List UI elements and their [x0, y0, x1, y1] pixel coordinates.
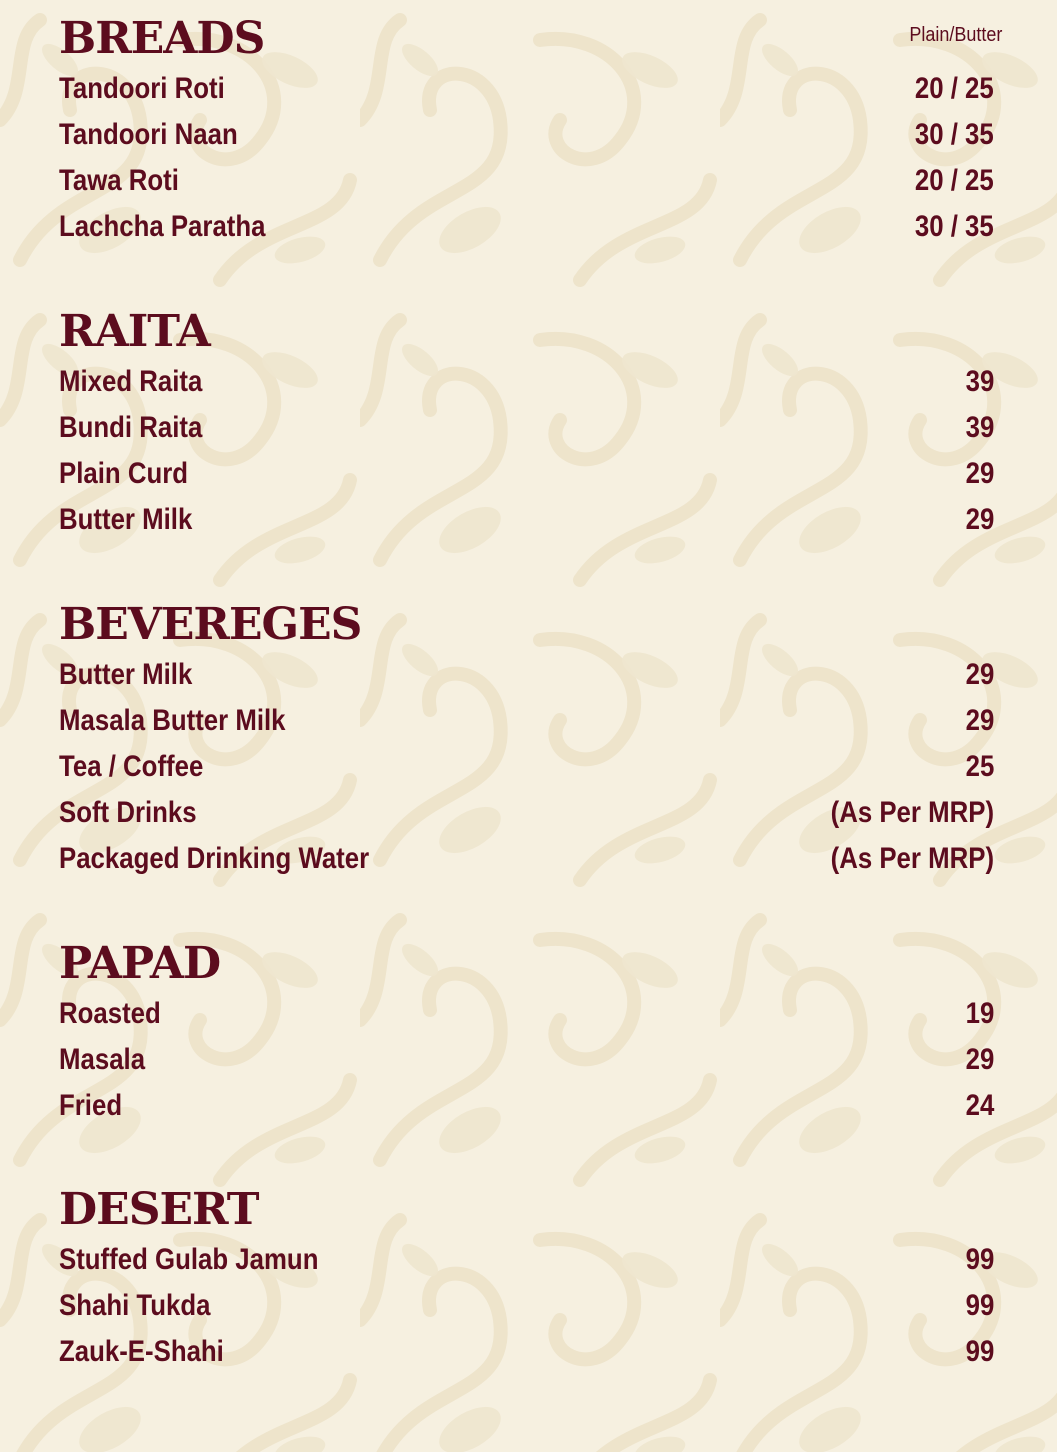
- item-name: Roasted: [59, 997, 161, 1030]
- section-title: PAPAD: [59, 938, 221, 989]
- item-name: Butter Milk: [59, 658, 193, 691]
- item-name: Butter Milk: [59, 503, 193, 536]
- menu-item: [59, 204, 994, 250]
- item-price: 19: [965, 997, 994, 1030]
- item-list: [59, 652, 994, 882]
- menu-item: [59, 1329, 994, 1375]
- menu-item: [59, 836, 994, 882]
- section-papad: [59, 937, 994, 1129]
- item-name: Zauk-E-Shahi: [59, 1335, 224, 1368]
- menu-item: [59, 112, 994, 158]
- menu-item: [59, 790, 994, 836]
- item-price: 29: [965, 704, 994, 737]
- item-price: 99: [965, 1289, 994, 1322]
- menu-item: [59, 1237, 994, 1283]
- item-price: 30 / 35: [915, 118, 994, 151]
- price-column-note: Plain/Butter: [908, 24, 1002, 46]
- item-list: [59, 1237, 994, 1375]
- menu-item: [59, 66, 994, 112]
- item-price: 99: [965, 1243, 994, 1276]
- menu-item: [59, 744, 994, 790]
- item-name: Tea / Coffee: [59, 750, 204, 783]
- item-price: 30 / 35: [915, 210, 994, 243]
- item-price: 25: [965, 750, 994, 783]
- item-price: 29: [965, 457, 994, 490]
- item-price: 20 / 25: [915, 164, 994, 197]
- menu-item: [59, 1283, 994, 1329]
- menu-item: [59, 158, 994, 204]
- item-price: 29: [965, 503, 994, 536]
- item-list: [59, 66, 994, 250]
- item-name: Lachcha Paratha: [59, 210, 266, 243]
- item-name: Tawa Roti: [59, 164, 179, 197]
- menu-item: [59, 1083, 994, 1129]
- menu-item: [59, 698, 994, 744]
- section-desert: [59, 1183, 994, 1375]
- menu-item: [59, 652, 994, 698]
- section-title: BREADS: [59, 13, 265, 64]
- item-name: Masala Butter Milk: [59, 704, 286, 737]
- menu-item: [59, 1037, 994, 1083]
- item-price: (As Per MRP): [830, 796, 994, 829]
- item-price: 99: [965, 1335, 994, 1368]
- item-name: Mixed Raita: [59, 365, 203, 398]
- item-price: 29: [965, 1043, 994, 1076]
- item-name: Plain Curd: [59, 457, 189, 490]
- item-name: Stuffed Gulab Jamun: [59, 1243, 319, 1276]
- item-price: (As Per MRP): [830, 842, 994, 875]
- section-beverages: [59, 598, 994, 882]
- item-price: 24: [965, 1089, 994, 1122]
- item-name: Tandoori Naan: [59, 118, 238, 151]
- menu-item: [59, 451, 994, 497]
- item-name: Packaged Drinking Water: [59, 842, 370, 875]
- section-breads: [59, 12, 1002, 250]
- item-name: Masala: [59, 1043, 146, 1076]
- item-list: [59, 991, 994, 1129]
- item-price: 39: [965, 365, 994, 398]
- item-name: Fried: [59, 1089, 123, 1122]
- item-price: 20 / 25: [915, 72, 994, 105]
- item-name: Soft Drinks: [59, 796, 197, 829]
- item-name: Bundi Raita: [59, 411, 203, 444]
- item-list: [59, 359, 994, 543]
- menu-item: [59, 991, 994, 1037]
- section-title: BEVEREGES: [59, 599, 362, 650]
- section-title: RAITA: [59, 306, 210, 357]
- item-name: Shahi Tukda: [59, 1289, 211, 1322]
- menu-item: [59, 359, 994, 405]
- item-price: 39: [965, 411, 994, 444]
- section-raita: [59, 305, 994, 543]
- item-name: Tandoori Roti: [59, 72, 225, 105]
- menu-item: [59, 497, 994, 543]
- section-title: DESERT: [59, 1184, 259, 1235]
- menu-item: [59, 405, 994, 451]
- item-price: 29: [965, 658, 994, 691]
